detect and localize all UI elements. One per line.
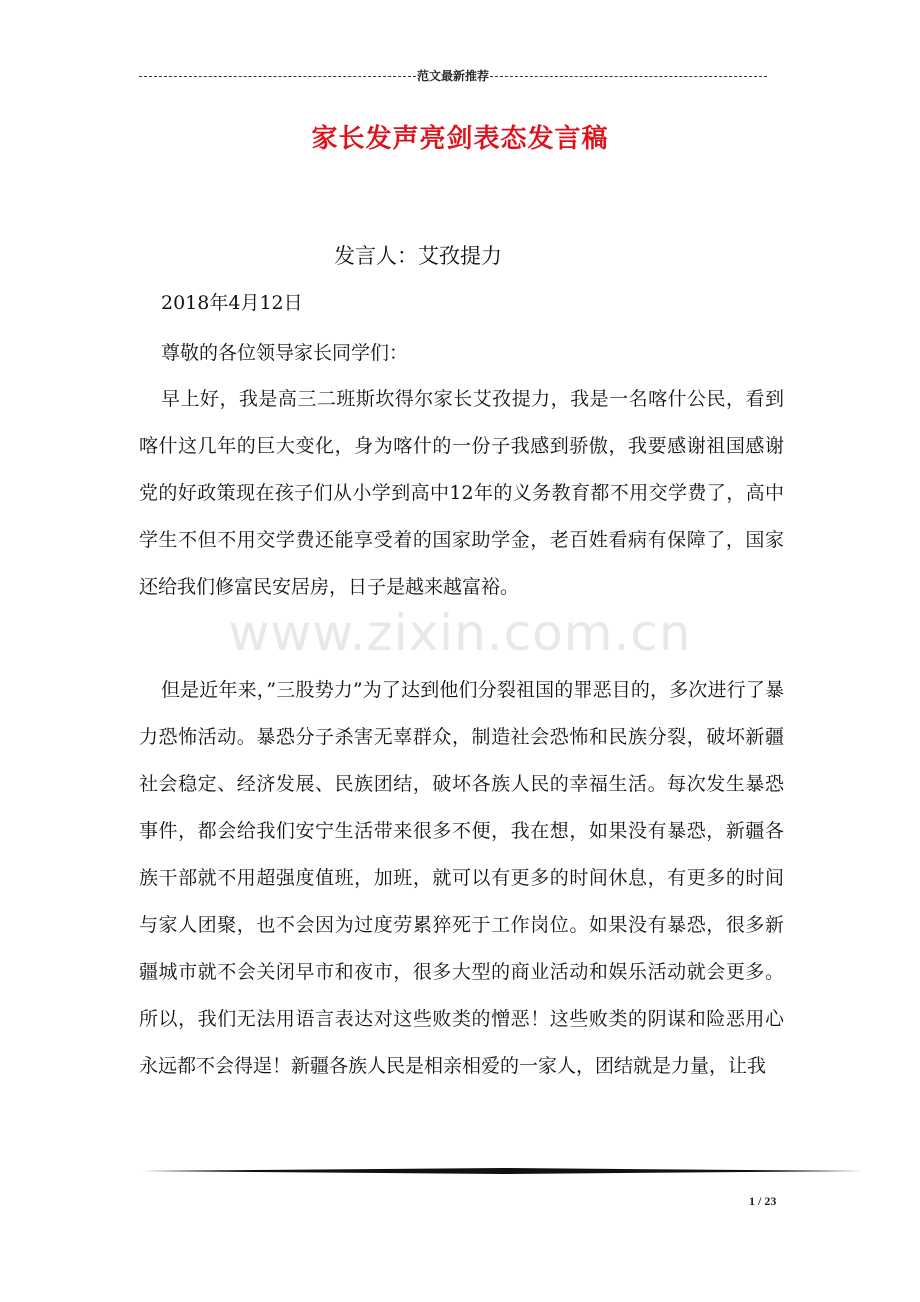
header-banner [139, 68, 767, 84]
header-label: 范文最新推荐 [417, 69, 490, 83]
body-paragraph-1: 早上好，我是高三二班斯坎得尔家长艾孜提力，我是一名喀什公民，看到喀什这几年的巨大变化，身为喀什的一份子我感到骄傲，我要感谢祖国感谢党的好政策现在孩子们从小学到高中12年的义务教育都不用交学费了，高中学生不但不用交学费还能享受着的国家助学金，老百姓看病有保障了，国家还给我们修富民安居房，日子是越来越富裕。 [139, 388, 784, 598]
body-paragraph-2: 但是近年来，”三股势力”为了达到他们分裂祖国的罪恶目的，多次进行了暴力恐怖活动。暴恐分子杀害无辜群众，制造社会恐怖和民族分裂，破坏新疆社会稳定、经济发展、民族团结，破坏各族人民的幸福生活。每次发生暴恐事件，都会给我们安宁生活带来很多不便，我在想，如果没有暴恐，新疆各族干部就不用超强度值班，加班，就可以有更多的时间休息，有更多的时间与家人团聚，也不会因为过度劳累猝死于工作岗位。如果没有暴恐，很多新疆城市就不会关闭早市和夜市，很多大型的商业活动和娱乐活动就会更多。所以，我们无法用语言表达对这些败类的憎恶！这些败类的阴谋和险恶用心永远都不会得逞！新疆各族人民是相亲相爱的一家人，团结就是力量，让我 [139, 679, 784, 1077]
header-dash-right [490, 76, 767, 77]
header-dash-left [139, 76, 416, 77]
document-title: 家长发声亮剑表态发言稿 [311, 124, 609, 154]
speaker-line: 发言人：艾孜提力 [334, 244, 502, 268]
date-line: 2018年4月12日 [161, 292, 303, 314]
footer-rule [141, 1166, 863, 1176]
watermark: www.zixin.com.cn [228, 604, 692, 662]
salutation: 尊敬的各位领导家长同学们： [161, 342, 409, 364]
page-indicator: 1 / 23 [749, 1194, 777, 1208]
